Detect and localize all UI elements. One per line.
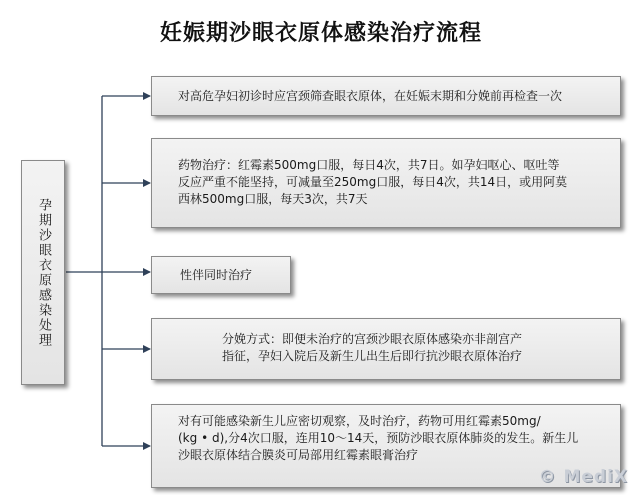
- root-label: 孕期沙眼衣原感染处理: [36, 197, 51, 348]
- branch-screening-line-1: 对高危孕妇初诊时应宫颈筛查眼衣原体，在妊娠末期和分娩前再检查一次: [178, 88, 563, 103]
- branch-screening: [151, 76, 621, 116]
- branch-newborn-line-2: (kg • d),分4次口服，连用10～14天，预防沙眼衣原体肺炎的发生。新生儿: [178, 431, 579, 445]
- branch-drug-treatment: [151, 138, 621, 228]
- branch-delivery-method: [151, 318, 621, 380]
- page-title: 妊娠期沙眼衣原体感染治疗流程: [159, 20, 482, 46]
- root-node: [21, 160, 65, 385]
- branch-drug-line-2: 反应严重不能坚持，可减量至250mg口服，每日4次，共14日，或用阿莫: [178, 175, 568, 189]
- branch-drug-line-1: 药物治疗：红霉素500mg口服，每日4次，共7日。如孕妇呕心、呕吐等: [178, 158, 560, 172]
- watermark-logo: © MediX: [538, 467, 628, 487]
- branch-delivery-line-2: 指征，孕妇入院后及新生儿出生后即行抗沙眼衣原体治疗: [222, 349, 523, 363]
- branch-partner-treatment: [151, 256, 291, 294]
- branch-newborn-line-1: 对有可能感染新生儿应密切观察，及时治疗，药物可用红霉素50mg/: [178, 414, 541, 428]
- branch-drug-line-3: 西林500mg口服，每天3次，共7天: [178, 192, 368, 206]
- branch-partner-line-1: 性伴同时治疗: [180, 267, 253, 282]
- branch-newborn-line-3: 沙眼衣原体结合膜炎可局部用红霉素眼膏治疗: [178, 448, 419, 462]
- branch-delivery-line-1: 分娩方式：即便未治疗的宫颈沙眼衣原体感染亦非剖宫产: [222, 332, 523, 346]
